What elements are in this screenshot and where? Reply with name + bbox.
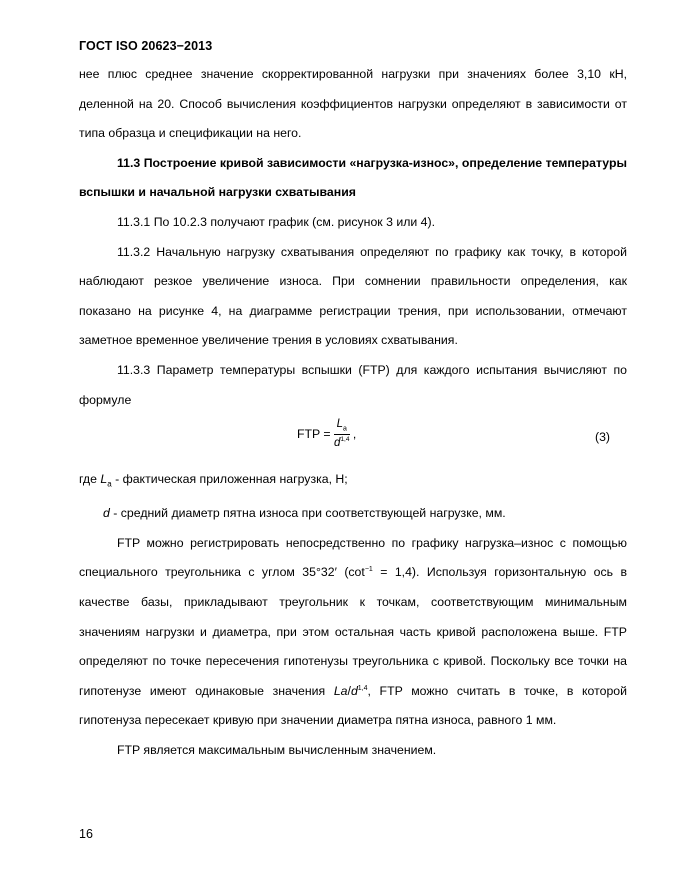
formula-expression (297, 419, 356, 450)
ftp-slash: / (347, 683, 351, 698)
denominator-sup: 1,4 (340, 436, 350, 444)
formula-fraction (334, 419, 350, 450)
ftp-sup-exp: 1,4 (357, 684, 368, 692)
where-text-2: - средний диаметр пятна износа при соответствующей нагрузке, мм. (109, 506, 506, 521)
where-text-1: - фактическая приложенная нагрузка, Н; (111, 472, 348, 487)
ftp-text-a: FTP можно регистрировать непосредственно по графику нагрузка–износ с помощью специального треугольника с углом 35°32′ (cot (79, 535, 627, 580)
denominator-var: d (334, 437, 341, 450)
formula-number: (3) (594, 430, 610, 445)
where-prefix: где (79, 472, 101, 487)
ftp-var-la: La (333, 683, 348, 698)
formula-lhs: FTP = (297, 427, 331, 442)
page-number: 16 (79, 827, 93, 841)
where-line-d (79, 499, 627, 529)
where-var-d: d (103, 506, 110, 521)
numerator-var: L (336, 418, 344, 431)
where-var-l: L (100, 472, 108, 487)
formula-denominator (334, 435, 349, 449)
paragraph-11-3-2: 11.3.2 Начальную нагрузку схватывания определяют по графику как точку, в которой наблюдают резкое увеличение износа. При сомнении правильности определения, как показано на рисунке 4, на диаграмме регистрации трения, при использовании, отмечают заметное временное увеличение трения в условиях схватывания. (79, 244, 627, 348)
paragraph-ftp (79, 529, 627, 736)
ftp-text-b: = 1,4). Используя горизонтальную ось в качестве базы, прикладывают треугольник к точкам, соответствующим минимальным значениям нагрузки и диаметра, при этом остальная часть кривой расположена выше. FTP определяют по точке пересечения гипотенузы треугольника с кривой. Поскольку все точки на гипотенузе имеют одинаковые значения (79, 565, 627, 698)
page-body (79, 60, 627, 766)
ftp-text-c: , FTP можно считать в точке, в которой гипотенуза пересекает кривую при значении диаметра пятна износа, равного 1 мм. (79, 683, 627, 728)
ftp-sup-cot: −1 (364, 566, 373, 574)
paragraph-ftp-max: FTP является максимальным вычисленным значением. (117, 742, 437, 757)
paragraph-11-3-1: 11.3.1 По 10.2.3 получают график (см. рисунок 3 или 4). (117, 214, 436, 229)
document-header: ГОСТ ISO 20623−2013 (79, 39, 213, 53)
where-sub-a: a (107, 479, 112, 489)
paragraph-11-3-3: 11.3.3 Параметр температуры вспышки (FTP) для каждого испытания вычисляют по формуле (79, 362, 627, 407)
formula-trail: , (352, 427, 357, 442)
section-heading-11-3: 11.3 Построение кривой зависимости «нагрузка-износ», определение температуры вспышки и начальной нагрузки схватывания (79, 155, 627, 200)
numerator-sub: a (343, 425, 347, 433)
formula-numerator (334, 419, 350, 435)
where-line-la (79, 465, 627, 499)
ftp-var-d: d (350, 683, 358, 698)
formula-3 (79, 415, 627, 465)
paragraph-continuation: нее плюс среднее значение скорректированной нагрузки при значениях более 3,10 кН, деленной на 20. Способ вычисления коэффициентов нагрузки определяют в зависимости от типа образца и спецификации на него. (79, 67, 627, 141)
